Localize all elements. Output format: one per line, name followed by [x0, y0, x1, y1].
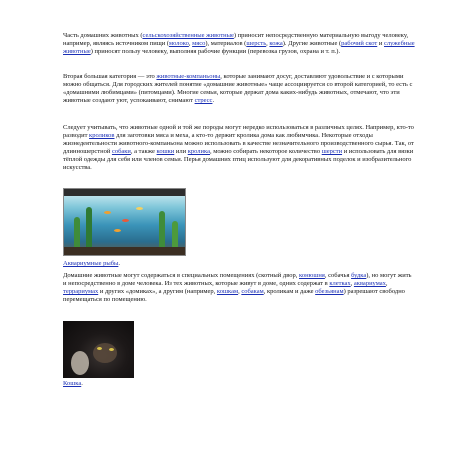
text-run: и использовать для вязки тёплой одежды для себя или членов семьи. Перья домашних птиц используют для декоративных поделок и изобразительного искусства. — [63, 148, 414, 172]
text-run: ), материалов ( — [205, 40, 247, 48]
inline-link[interactable]: животные-компаньоны — [156, 73, 221, 80]
text-run: , собачья — [324, 272, 352, 279]
inline-link[interactable]: собаки — [111, 148, 131, 156]
inline-link[interactable]: будка — [351, 272, 367, 279]
text-run: ) приносят пользу человеку, выполняя рабочие функции (перевозка грузов, охрана и т. п.). — [90, 48, 341, 56]
text-run: , а также — [130, 148, 157, 156]
inline-link[interactable]: террариумах — [63, 288, 99, 296]
text-run: Следует учитывать, что животные одной и той же породы могут нередко использоваться в различных целях. Например, кто-то разводит — [63, 124, 414, 140]
paragraph-housing — [63, 272, 415, 304]
cat-image — [63, 321, 134, 378]
text-run: для заготовки мяса и меха, а кто-то держит кролика дома как любимчика. Некоторые отходы жизнедеятельности животного-компаньона можно использовать в качестве незначительного производственного сырья. Так, от длинношерстной — [63, 132, 414, 156]
paragraph-companion-animals — [63, 73, 415, 105]
inline-link[interactable]: кошки — [156, 148, 175, 156]
aquarium-fish-link[interactable]: Аквариумные рыбы — [63, 260, 119, 267]
text-run: ) разрешают свободно перемещаться по помещению. — [63, 288, 405, 304]
text-run: . — [212, 97, 215, 105]
text-run: и — [377, 40, 384, 48]
aquarium-fish-image — [63, 188, 186, 256]
inline-link[interactable]: кроликов — [89, 132, 115, 140]
inline-link[interactable]: аквариумах — [353, 280, 386, 288]
inline-link[interactable]: рабочий скот — [341, 40, 378, 48]
text-run: Вторая большая категория — это — [63, 73, 157, 80]
text-run: , кроликам и даже — [263, 288, 316, 296]
text-run: , которые занимают досуг, доставляют удовольствие и с которыми можно общаться. Для городских жителей понятие «домашние животные» чаще ассоциируется со второй категорией, то есть с «домашними любимцами» (питомцами). Многие семьи, которые держат дома каких-нибудь животных, отмечают, что эти животные создают уют, успокаивают, снимают — [63, 73, 413, 105]
inline-link[interactable]: клетках — [329, 280, 351, 288]
cat-link[interactable]: Кошка — [63, 380, 82, 387]
inline-link[interactable]: стресс — [194, 97, 213, 105]
inline-link[interactable]: кролика — [187, 148, 210, 156]
inline-link[interactable]: обезьянам — [315, 288, 344, 296]
paragraph-farm-animals — [63, 32, 415, 56]
text-run: и других «домиках», а другим (например, — [98, 288, 217, 296]
paragraph-multiple-uses — [63, 124, 415, 173]
inline-link[interactable]: служебные животные — [63, 40, 415, 56]
inline-link[interactable]: собакам — [241, 288, 264, 296]
inline-link[interactable]: кошкам — [216, 288, 239, 296]
text-run: Часть домашних животных ( — [63, 32, 143, 39]
text-run: , — [350, 280, 354, 288]
inline-link[interactable]: конюшня — [299, 272, 325, 279]
cat-caption: Кошка. — [63, 380, 83, 387]
text-run: , можно собирать некоторое количество — [209, 148, 322, 156]
aquarium-caption: Аквариумные рыбы. — [63, 260, 120, 267]
inline-link[interactable]: мясо — [192, 40, 206, 48]
inline-link[interactable]: шерсти — [321, 148, 343, 156]
text-run: ), но могут жить и непосредственно в доме человека. Из тех животных, которые живут в доме, одних содержат в — [63, 272, 412, 288]
text-run: , — [188, 40, 193, 48]
text-run: , — [385, 280, 388, 288]
text-run: Домашние животные могут содержаться в специальных помещениях (скотный двор, — [63, 272, 299, 279]
text-run: ). Другие животные ( — [282, 40, 342, 48]
text-run: , — [238, 288, 242, 296]
inline-link[interactable]: сельскохозяйственные животные — [142, 32, 234, 39]
inline-link[interactable]: кожа — [269, 40, 283, 48]
inline-link[interactable]: шерсть — [246, 40, 267, 48]
text-run: , — [266, 40, 270, 48]
text-run: или — [174, 148, 188, 156]
inline-link[interactable]: молоко — [169, 40, 189, 48]
text-run: ) приносит непосредственную материальную выгоду человеку, например, являясь источником пищи ( — [63, 32, 409, 48]
